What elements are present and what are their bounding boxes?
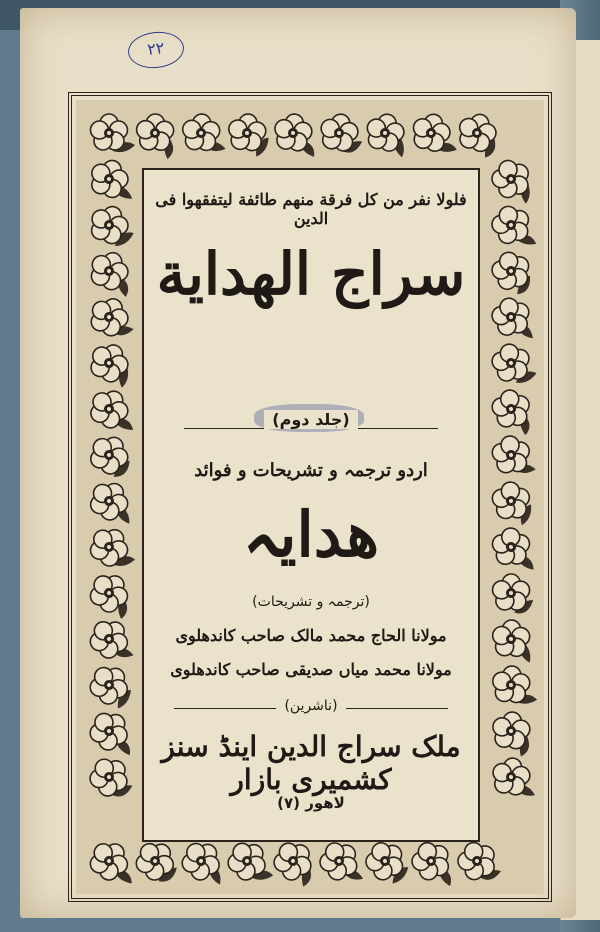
book-title: سراج الھدایة — [156, 240, 466, 308]
publisher-name: ملک سراج الدین اینڈ سنز کشمیری بازار — [161, 730, 461, 796]
translation-heading: (ترجمہ و تشریحات) — [252, 594, 370, 610]
book-name: ھدایہ — [242, 498, 380, 571]
subtitle: اردو ترجمہ و تشریحات و فوائد — [194, 460, 428, 481]
city: لاھور (۷) — [277, 794, 345, 812]
title-panel — [142, 168, 480, 842]
author-1: مولانا الحاج محمد مالک صاحب کاندھلوی — [175, 626, 447, 645]
volume-label — [144, 410, 478, 429]
publisher-heading — [144, 698, 478, 714]
pencil-mark: ٢٢ — [126, 29, 185, 71]
volume-text: (جلد دوم) — [264, 410, 357, 429]
quranic-verse: فلولا نفر من کل فرقة منهم طائفة لیتفقهوا فی الدین — [155, 190, 467, 228]
publisher-heading-text: (ناشرین) — [276, 698, 345, 714]
author-2: مولانا محمد میاں صدیقی صاحب کاندھلوی — [170, 660, 452, 679]
